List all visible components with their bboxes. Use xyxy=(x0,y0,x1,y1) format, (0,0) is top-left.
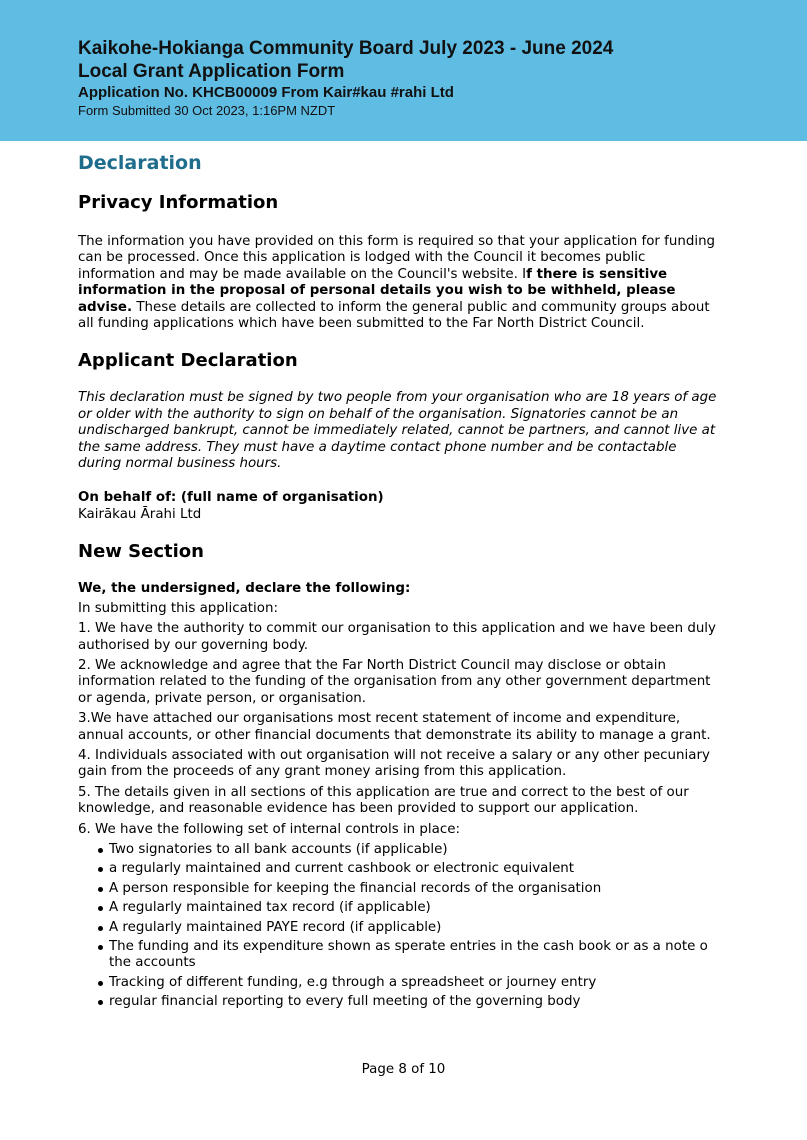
applicant-declaration-heading: Applicant Declaration xyxy=(78,350,298,372)
internal-controls-list xyxy=(78,842,718,1011)
privacy-text-start: The information you have provided on this form is required so that your application for funding can be processed. Once this application is lodged with the Council it becomes public information and may be made available on the Council's website. I xyxy=(78,234,716,282)
declaration-item: 4. Individuals associated with out organisation will not receive a salary or any other pecuniary gain from the proceeds of any grant money arising from this application. xyxy=(78,747,710,780)
declaration-item: 3.We have attached our organisations most recent statement of income and expenditure, annual accounts, or other financial documents that demonstrate its ability to manage a grant. xyxy=(78,711,711,743)
declaration-item: 5. The details given in all sections of this application are true and correct to the best of our knowledge, and reasonable evidence has been provided to support our application. xyxy=(78,784,689,817)
list-item: Tracking of different funding, e.g through a spreadsheet or journey entry xyxy=(98,975,718,991)
board-title: Kaikohe-Hokianga Community Board July 2023 - June 2024 xyxy=(78,38,614,59)
declaration-item: 6. We have the following set of internal controls in place: xyxy=(78,821,460,837)
list-item: a regularly maintained and current cashbook or electronic equivalent xyxy=(98,861,718,877)
declaration-item: 2. We acknowledge and agree that the Far North District Council may disclose or obtain information related to the funding of the organisation from any other government department or agenda, private person, or organisation. xyxy=(78,657,711,706)
behalf-label: On behalf of: (full name of organisation) xyxy=(78,490,384,506)
new-section-heading: New Section xyxy=(78,541,204,563)
list-item: A person responsible for keeping the financial records of the organisation xyxy=(98,881,718,897)
privacy-text-end: These details are collected to inform the general public and community groups about all funding applications which have been submitted to the Far North District Council. xyxy=(78,299,710,332)
form-title: Local Grant Application Form xyxy=(78,61,345,82)
privacy-heading: Privacy Information xyxy=(78,192,279,213)
declare-label: We, the undersigned, declare the following: xyxy=(78,581,411,597)
page-heading: Declaration xyxy=(78,152,202,174)
list-item: A regularly maintained PAYE record (if applicable) xyxy=(98,920,718,936)
declaration-intro: This declaration must be signed by two people from your organisation who are 18 years of age or older with the authority to sign on behalf of the organisation. Signatories cannot be an undischarged bankrupt, cannot be immediately related, cannot be partners, and cannot live at the same address. They must have a daytime contact phone number and be contactable during normal business hours. xyxy=(78,390,717,472)
list-item: regular financial reporting to every full meeting of the governing body xyxy=(98,994,718,1010)
list-item: The funding and its expenditure shown as sperate entries in the cash book or as a note o the accounts xyxy=(98,939,718,971)
submitted-date: Form Submitted 30 Oct 2023, 1:16PM NZDT xyxy=(78,103,336,118)
header-banner xyxy=(0,0,807,141)
privacy-text-bold: f there is sensitive information in the proposal of personal details you wish to be withheld, please advise. xyxy=(78,266,676,315)
declaration-item: 1. We have the authority to commit our organisation to this application and we have been duly authorised by our governing body. xyxy=(78,621,716,653)
list-item: Two signatories to all bank accounts (if applicable) xyxy=(98,842,718,858)
privacy-text xyxy=(78,234,718,332)
list-item: A regularly maintained tax record (if applicable) xyxy=(98,900,718,916)
page-number: Page 8 of 10 xyxy=(361,1062,446,1077)
document-body xyxy=(78,150,718,1014)
behalf-value: Kairākau Ārahi Ltd xyxy=(78,506,202,522)
submitting-text: In submitting this application: xyxy=(78,600,278,616)
application-number: Application No. KHCB00009 From Kair#kau #rahi Ltd xyxy=(78,84,454,101)
